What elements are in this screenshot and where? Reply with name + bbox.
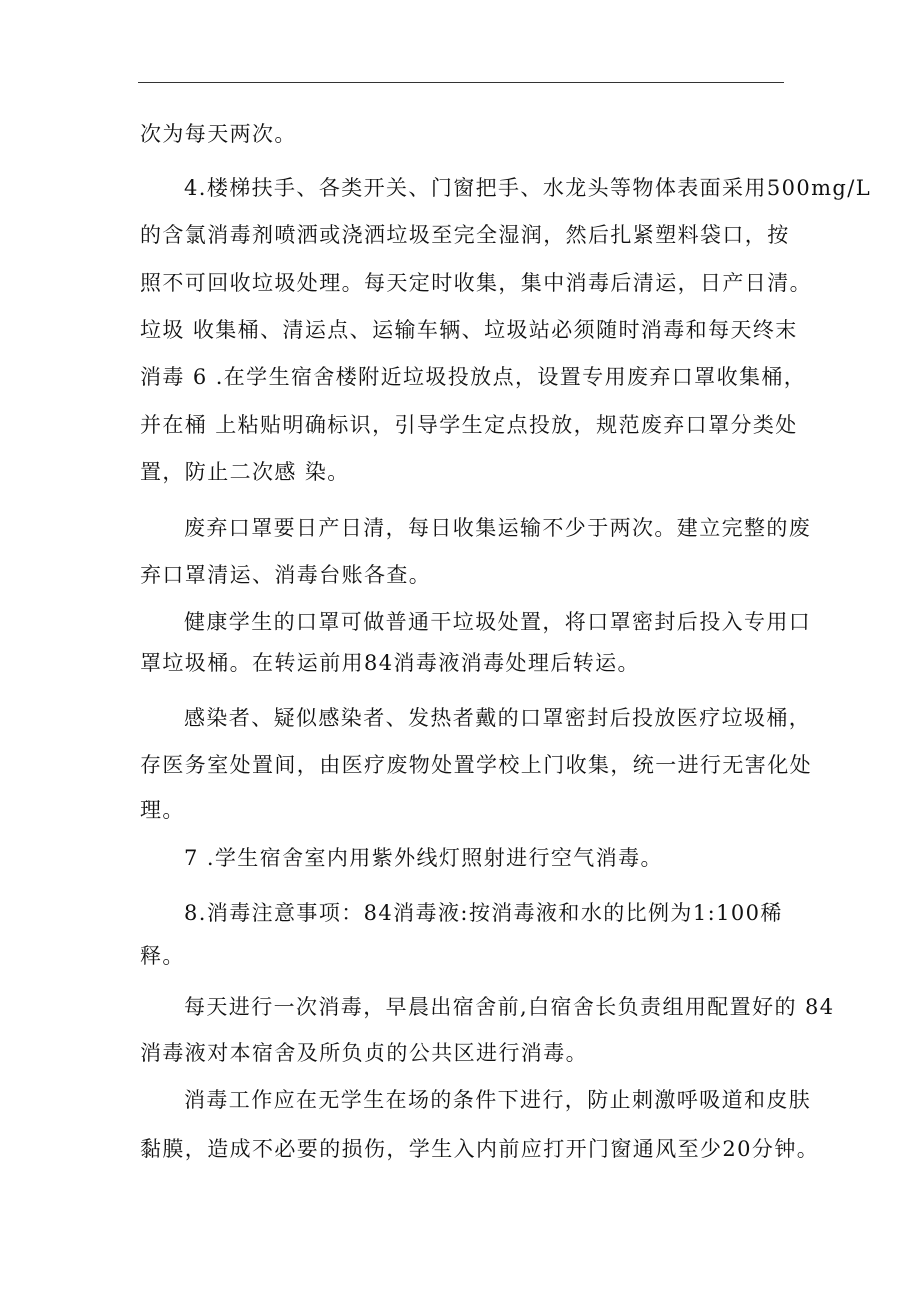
- text-line: 罩垃圾桶。在转运前用84消毒液消毒处理后转运。: [140, 651, 640, 675]
- text-line: 次为每天两次。: [140, 122, 297, 146]
- text-line: 感染者、疑似感染者、发热者戴的口罩密封后投放医疗垃圾桶，: [184, 706, 812, 730]
- text-line: 4.楼梯扶手、各类开关、门窗把手、水龙头等物体表面采用500mg/L: [184, 176, 872, 200]
- text-line: 照不可回收垃圾处理。每天定时收集，集中消毒后清运，日产日清。: [140, 271, 812, 295]
- text-line: 弃口罩清运、消毒台账各查。: [140, 563, 432, 587]
- text-line: 消毒液对本宿舍及所负贞的公共区进行消毒。: [140, 1041, 588, 1065]
- text-line: 理。: [140, 798, 185, 822]
- text-line: 消毒工作应在无学生在场的条件下进行，防止刺激呼吸道和皮肤: [184, 1088, 812, 1112]
- text-line: 8.消毒注意事项：84消毒液:按消毒液和水的比例为1:100稀: [184, 901, 783, 925]
- text-line: 垃圾 收集桶、清运点、运输车辆、垃圾站必须随时消毒和每天终末: [140, 318, 798, 342]
- text-line: 置，防止二次感 染。: [140, 460, 350, 484]
- text-line: 释。: [140, 944, 185, 968]
- text-line: 每天进行一次消毒，早晨出宿舍前,白宿舍长负责组用配置好的 84: [184, 995, 835, 1019]
- header-rule: [138, 82, 784, 83]
- text-line: 废弃口罩要日产日清，每日收集运输不少于两次。建立完整的废: [184, 516, 812, 540]
- text-line: 黏膜，造成不必要的损伤，学生入内前应打开门窗通风至少20分钟。: [140, 1137, 820, 1161]
- text-line: 的含氯消毒剂喷洒或浇洒垃圾至完全湿润，然后扎紧塑料袋口，按: [140, 223, 790, 247]
- text-line: 健康学生的口罩可做普通干垃圾处置，将口罩密封后投入专用口: [184, 610, 812, 634]
- text-line: 并在桶 上粘贴明确标识，引导学生定点投放，规范废弃口罩分类处: [140, 413, 798, 437]
- text-line: 消毒 6 .在学生宿舍楼附近垃圾投放点，设置专用废弃口罩收集桶，: [140, 365, 807, 389]
- text-line: 存医务室处置间，由医疗废物处置学校上门收集，统一进行无害化处: [140, 753, 812, 777]
- text-line: 7 .学生宿舍室内用紫外线灯照射进行空气消毒。: [184, 846, 663, 870]
